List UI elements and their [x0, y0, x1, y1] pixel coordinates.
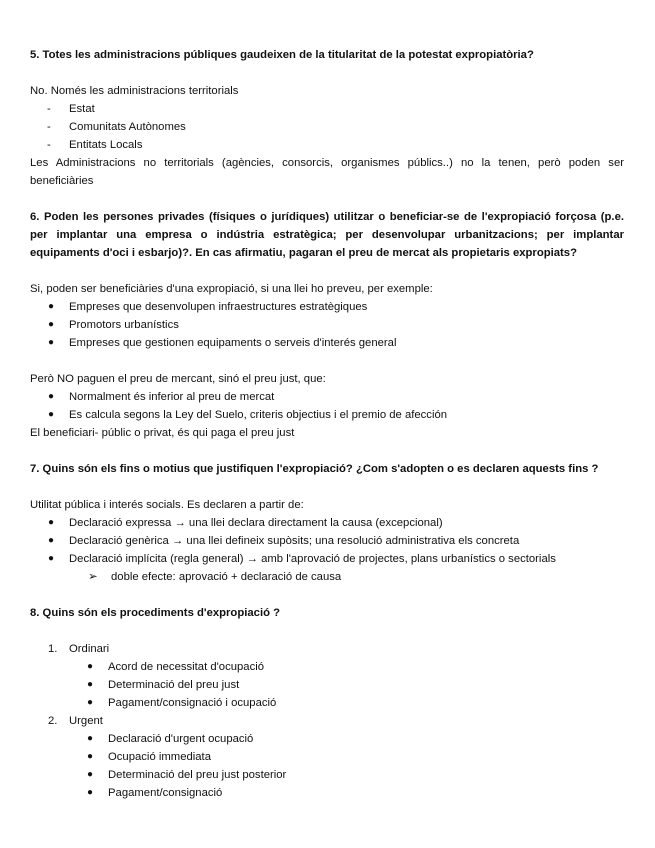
q6-list: [30, 298, 624, 352]
question-5: 5. Totes les administracions públiques gaudeixen de la titularitat de la potestat expropiatòria?: [30, 49, 534, 61]
procedure-steps: [69, 658, 624, 712]
list-item: ● Declaració genèrica → una llei defineix supòsits; una resolució administrativa els concreta: [48, 535, 520, 547]
question-6: 6. Poden les persones privades (físiques o jurídiques) utilitzar o beneficiar-se de l'expropiació forçosa (p.e. per implantar una empresa o indústria estratègica; per desenvolupar urbanitzacions; per implantar equipaments d'oci i esbarjo)?. En cas afirmatiu, pagaran el preu de mercat als propietaris expropiats?: [30, 211, 624, 259]
question-7: 7. Quins són els fins o motius que justifiquen l'expropiació? ¿Com s'adopten o es declaren aquests fins ?: [30, 463, 599, 475]
price-intro: Però NO paguen el preu de mercant, sinó el preu just, que:: [30, 373, 326, 385]
list-item: ● Es calcula segons la Ley del Suelo, criteris objectius i el premio de afección: [48, 409, 448, 421]
note-5: Les Administracions no territorials (agències, consorcis, organismes públics..) no la tenen, però poden ser beneficiàries: [30, 157, 624, 187]
list-item: - Entitats Locals: [47, 139, 143, 151]
list-item: ● Determinació del preu just posterior: [87, 769, 287, 781]
list-item: ● Empreses que desenvolupen infraestructures estratègiques: [48, 301, 368, 313]
list-item: - Comunitats Autònomes: [47, 121, 186, 133]
list-item: ● Declaració d'urgent ocupació: [87, 733, 254, 745]
q7-sub-list: [30, 568, 624, 586]
list-item: ● Declaració expressa → una llei declara directament la causa (excepcional): [48, 517, 443, 529]
closing-6: El beneficiari- públic o privat, és qui paga el preu just: [30, 427, 295, 439]
procedures-list: [30, 640, 624, 802]
list-item: ● Promotors urbanístics: [48, 319, 179, 331]
procedure-item: 2. Urgent ● Declaració d'urgent ocupació ● Ocupació immediata ● Determinació del preu just posterior ● Pagament/consignació: [30, 712, 624, 802]
answer-6: Si, poden ser beneficiàries d'una expropiació, si una llei ho preveu, per exemple:: [30, 283, 433, 295]
document-page: [30, 46, 624, 802]
answer-5: No. Només les administracions territorials: [30, 85, 239, 97]
list-item: ● Acord de necessitat d'ocupació: [87, 661, 265, 673]
procedure-steps: [69, 730, 624, 802]
price-list: [30, 388, 624, 424]
list-item: ● Normalment és inferior al preu de mercat: [48, 391, 275, 403]
list-item: ● Declaració implícita (regla general) → amb l'aprovació de projectes, plans urbanístics o sectorials: [48, 553, 556, 565]
list-item: ● Pagament/consignació i ocupació: [87, 697, 277, 709]
list-item: - Estat: [47, 103, 95, 115]
list-item: ● Pagament/consignació: [87, 787, 223, 799]
q7-list: [30, 514, 624, 568]
question-8: 8. Quins són els procediments d'expropiació ?: [30, 607, 281, 619]
list-item: ● Determinació del preu just: [87, 679, 240, 691]
list-item: ● Empreses que gestionen equipaments o serveis d'interés general: [48, 337, 397, 349]
list-item: ● Ocupació immediata: [87, 751, 211, 763]
list-item: ➢ doble efecte: aprovació + declaració de causa: [88, 571, 342, 583]
procedure-item: 1. Ordinari ● Acord de necessitat d'ocupació ● Determinació del preu just ● Pagament/consignació i ocupació: [30, 640, 624, 712]
answer-7: Utilitat pública i interés socials. Es declaren a partir de:: [30, 499, 304, 511]
q5-list: [30, 100, 624, 154]
